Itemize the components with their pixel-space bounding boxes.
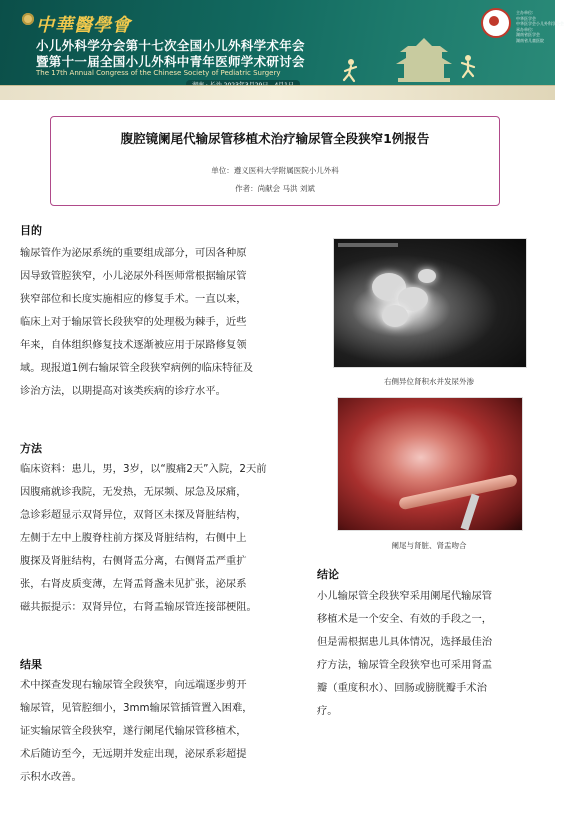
pagoda-icon <box>392 30 456 86</box>
text-line: 临床上对于输尿管长段狭窄的处理极为棘手，近些 <box>20 316 247 328</box>
text-line: 狭窄部位和长度实施相应的修复手术。一直以来， <box>20 293 247 305</box>
purpose-heading: 目的 <box>20 224 42 237</box>
poster-title: 腹腔镜阑尾代输尿管移植术治疗输尿管全段狭窄1例报告 <box>120 131 430 146</box>
purpose-paragraph <box>20 242 253 403</box>
society-brand: 中華醫學會 <box>36 15 131 36</box>
text-line: 疗。 <box>317 705 338 717</box>
text-line: 术后随访至今，无远期并发症出现，泌尿系彩超提 <box>20 748 247 760</box>
author-names: 作者：尚献会 马洪 刘斌 <box>235 184 315 193</box>
running-child-icon-2 <box>458 54 478 80</box>
text-line: 左侧于左中上腹脊柱前方探及肾脏结构，右侧中上 <box>20 532 247 544</box>
organizer-line: 主办单位: <box>516 10 534 15</box>
organizer-line: 湖南省儿童医院 <box>516 37 544 43</box>
society-emblem-icon <box>22 13 34 25</box>
organizer-line: 承办单位: <box>516 26 534 32</box>
text-line: 张，右肾皮质变薄，左肾盂肾盏未见扩张，泌尿系 <box>20 578 247 590</box>
conclusion-paragraph <box>317 585 492 723</box>
text-line: 证实输尿管全段狭窄，遂行阑尾代输尿管移植术， <box>20 725 247 737</box>
text-line: 瓣（重度积水）、回肠或膀胱瓣手术治 <box>317 682 487 694</box>
image-overlay-label <box>338 243 398 247</box>
text-line: 域。现报道1例右输尿管全段狭窄病例的临床特征及 <box>20 362 254 374</box>
poster-header-box <box>50 116 500 206</box>
image-region <box>461 494 480 531</box>
figure1-caption: 右侧异位肾积水并发尿外渗 <box>384 377 474 386</box>
method-heading: 方法 <box>20 442 42 455</box>
conference-title-line2: 暨第十一届全国小儿外科中青年医师学术研讨会 <box>36 54 305 69</box>
organizer-line: 中华医学会小儿外科学分会 <box>516 21 564 26</box>
text-line: 磁共振提示：双肾异位，右肾盂输尿管连接部梗阻。 <box>20 601 257 613</box>
text-line: 但是需根据患儿具体情况，选择最佳治 <box>317 636 493 648</box>
conclusion-heading: 结论 <box>317 568 339 581</box>
text-line: 因导致管腔狭窄，小儿泌尿外科医师常根据输尿管 <box>20 270 247 282</box>
image-region <box>382 305 408 327</box>
text-line: 示积水改善。 <box>20 771 82 783</box>
organizer-line: 湖南省医学会 <box>516 32 540 37</box>
conference-banner <box>0 0 564 100</box>
text-line: 临床资料：患儿，男，3岁，以“腹痛2天”入院，2天前 <box>20 463 267 475</box>
figure2-caption: 阑尾与肾脏、肾盂吻合 <box>391 541 467 550</box>
text-line: 疗方法，输尿管全段狭窄也可采用肾盂 <box>317 659 493 671</box>
text-line: 诊治方法，以期提高对该类疾病的诊疗水平。 <box>20 385 226 397</box>
image-region <box>418 269 436 283</box>
surgical-photo-figure <box>337 397 523 531</box>
method-paragraph <box>20 458 267 619</box>
banner-bottom-band <box>0 85 555 100</box>
text-line: 急诊彩超显示双肾异位，双肾区未探及肾脏结构， <box>20 509 247 521</box>
text-line: 术中探查发现右输尿管全段狭窄，向远端逐步剪开 <box>20 679 247 691</box>
text-line: 腹探及肾脏结构，右侧肾盂分离，右侧肾盂严重扩 <box>20 555 247 567</box>
ct-image-figure <box>333 238 527 368</box>
organizer-line: 中华医学会 <box>516 15 536 21</box>
text-line: 输尿管，见管腔细小，3mm输尿管插管置入困难， <box>20 702 253 714</box>
text-line: 移植术是一个安全、有效的手段之一， <box>317 613 493 625</box>
conference-title-english: The 17th Annual Congress of the Chinese Society of Pediatric Surgery <box>36 69 281 77</box>
author-affiliation: 单位：遵义医科大学附属医院小儿外科 <box>211 166 339 175</box>
result-heading: 结果 <box>20 658 42 671</box>
text-line: 输尿管作为泌尿系统的重要组成部分，可因各种原 <box>20 247 247 259</box>
image-region <box>398 474 518 511</box>
conference-title-line1: 小儿外科学分会第十七次全国小儿外科学术年会 <box>36 38 305 53</box>
text-line: 因腹痛就诊我院，无发热，无尿频、尿急及尿痛， <box>20 486 247 498</box>
organizer-list <box>516 10 564 43</box>
text-line: 小儿输尿管全段狭窄采用阑尾代输尿管 <box>317 590 493 602</box>
running-child-icon <box>340 58 360 84</box>
society-seal-icon <box>481 8 511 38</box>
text-line: 年来，自体组织修复技术逐渐被应用于尿路修复领 <box>20 339 247 351</box>
result-paragraph <box>20 674 253 789</box>
